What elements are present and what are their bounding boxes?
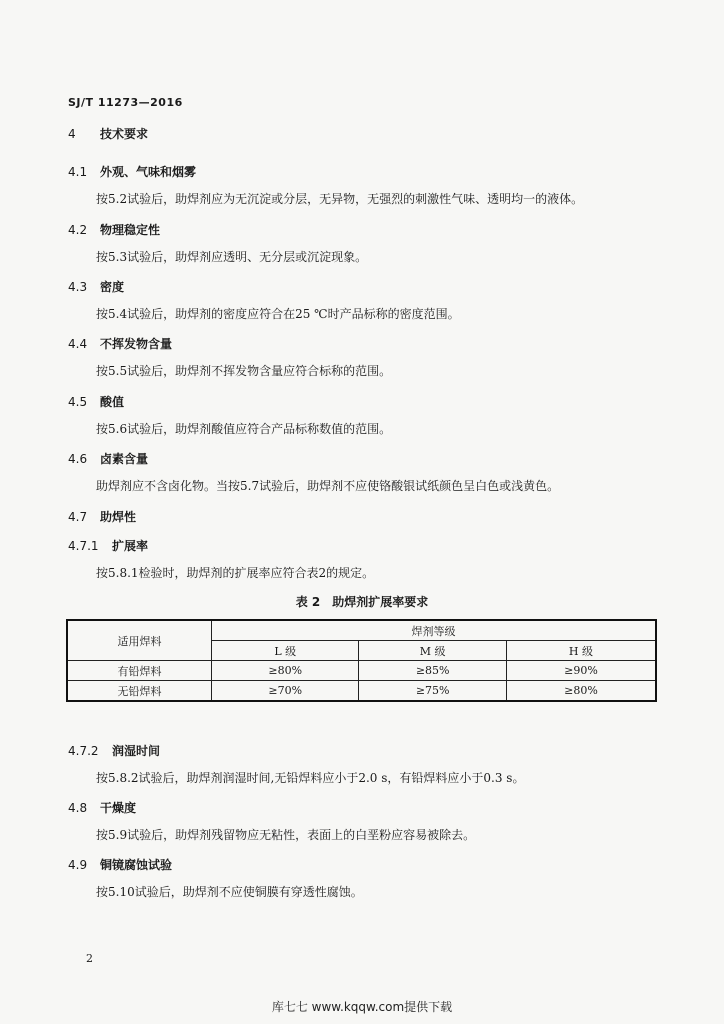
section-4-1-text: 按5.2试验后，助焊剂应为无沉淀或分层，无异物，无强烈的刺激性气味、透明均一的液体。 [96,192,584,206]
section-4-7-2-heading: 4.7.2 润湿时间 [68,744,161,758]
table-2-title: 表 2 助焊剂扩展率要求 [295,595,429,609]
grade-header-h: H 级 [506,641,656,661]
table-cell: ≥85% [359,661,506,681]
table-cell: ≥80% [212,661,359,681]
table-row [67,661,656,681]
section-4-4-heading: 4.4 不挥发物含量 [68,337,173,351]
section-4-2-text: 按5.3试验后，助焊剂应透明、无分层或沉淀现象。 [96,250,368,264]
table-cell: ≥90% [506,661,656,681]
section-4-7-1-text: 按5.8.1检验时，助焊剂的扩展率应符合表2的规定。 [96,566,375,580]
table-cell: ≥80% [506,681,656,702]
table-corner-cell: 适用焊料 [67,620,212,661]
section-4-9-heading: 4.9 铜镜腐蚀试验 [68,858,173,872]
section-4-8-text: 按5.9试验后，助焊剂残留物应无粘性，表面上的白垩粉应容易被除去。 [96,828,476,842]
page-number: 2 [86,952,93,965]
table-header-row [67,620,656,641]
section-4-7-2-text: 按5.8.2试验后，助焊剂润湿时间,无铅焊料应小于2.0 s，有铅焊料应小于0.3 s。 [96,771,525,785]
section-4-3-heading: 4.3 密度 [68,280,125,294]
section-4-heading: 4 技术要求 [68,127,149,141]
section-4-6-heading: 4.6 卤素含量 [68,452,149,466]
download-footer: 库七七 www.kqqw.com提供下载 [271,1000,453,1014]
table-cell: ≥70% [212,681,359,702]
section-4-5-text: 按5.6试验后，助焊剂酸值应符合产品标称数值的范围。 [96,422,392,436]
grade-header-l: L 级 [212,641,359,661]
row-label: 有铅焊料 [67,661,212,681]
table-row [67,681,656,702]
standard-code: SJ/T 11273—2016 [68,96,183,109]
section-4-4-text: 按5.5试验后，助焊剂不挥发物含量应符合标称的范围。 [96,364,392,378]
row-label: 无铅焊料 [67,681,212,702]
table-cell: ≥75% [359,681,506,702]
section-4-7-heading: 4.7 助焊性 [68,510,137,524]
section-4-9-text: 按5.10试验后，助焊剂不应使铜膜有穿透性腐蚀。 [96,885,363,899]
section-4-8-heading: 4.8 干燥度 [68,801,137,815]
section-4-7-1-heading: 4.7.1 扩展率 [68,539,149,553]
section-4-3-text: 按5.4试验后，助焊剂的密度应符合在25 ℃时产品标称的密度范围。 [96,307,460,321]
section-4-5-heading: 4.5 酸值 [68,395,125,409]
section-4-1-heading: 4.1 外观、气味和烟雾 [68,165,197,179]
spread-rate-table [66,619,657,702]
section-4-2-heading: 4.2 物理稳定性 [68,223,161,237]
section-4-6-text: 助焊剂应不含卤化物。当按5.7试验后，助焊剂不应使铬酸银试纸颜色呈白色或浅黄色。 [96,479,560,493]
grade-header-m: M 级 [359,641,506,661]
table-group-header: 焊剂等级 [212,620,657,641]
